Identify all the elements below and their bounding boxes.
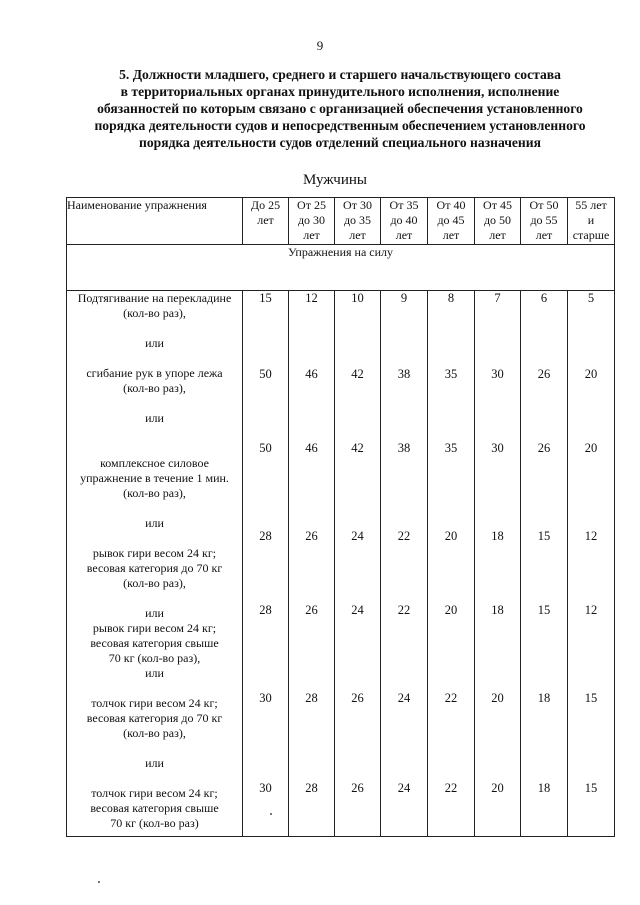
value-cell: 26 [351,691,364,705]
value-cell: 28 [259,603,272,617]
exercise-name-line [67,396,242,411]
age-header-line: лет [535,228,553,242]
value-cell: 12 [584,529,598,543]
value-cell: 26 [351,781,364,795]
age-column-values [568,291,615,837]
exercise-names-cell [67,291,243,837]
norms-table [66,197,615,837]
value-cell: 18 [491,603,504,617]
exercise-name-line: (кол-во раз), [123,576,186,590]
exercise-name-line: или [145,756,164,770]
exercise-name-line: (кол-во раз), [123,306,186,320]
value-cell: 20 [584,367,598,381]
section-title: Упражнения на силу [67,245,615,291]
age-header-line: старше [572,228,610,242]
age-header-line: До 25 [250,198,281,212]
age-header-line: до 55 [530,213,558,227]
exercise-name-line [67,426,242,441]
value-cell: 38 [397,441,411,455]
age-header-line: лет [489,228,506,242]
age-header-line: От 25 [297,198,326,212]
value-cell: 18 [537,781,551,795]
value-cell: 18 [537,691,551,705]
exercise-name-line: (кол-во раз), [123,486,186,500]
age-header-line: и [587,213,595,227]
section-heading [60,66,620,151]
value-cell: 7 [494,291,501,305]
age-header-cell [475,198,521,245]
value-cell: 15 [584,691,598,705]
age-column-values [243,291,289,837]
exercise-name-line: сгибание рук в упоре лежа [86,366,223,380]
value-cell: 9 [400,291,408,305]
value-cell: 24 [351,529,364,543]
exercise-name-line: или [145,411,164,425]
exercise-name-line: весовая категория до 70 кг [86,711,223,725]
value-cell: 28 [305,691,318,705]
value-cell: 46 [305,367,318,381]
value-cell: 15 [537,603,551,617]
value-cell: 26 [305,603,318,617]
age-header-line: лет [442,228,460,242]
exercise-name-header: Наименование упражнения [67,198,243,245]
value-cell: 42 [351,441,364,455]
age-header-line: лет [257,213,274,227]
value-cell: 8 [447,291,455,305]
age-header-line: до 35 [343,213,372,227]
exercise-name-line: упражнение в течение 1 мин. [80,471,229,485]
value-cell: 15 [259,291,272,305]
value-cell: 15 [537,529,551,543]
value-cell: 30 [491,367,504,381]
age-header-line: От 35 [389,198,419,212]
exercise-name-line: весовая категория свыше [90,636,219,650]
exercise-name-line [67,501,242,516]
value-cell: 24 [397,691,411,705]
value-cell: 22 [397,603,411,617]
age-header-line: От 50 [529,198,559,212]
age-header-cell [428,198,475,245]
age-header-cell [289,198,335,245]
age-header-line: до 50 [483,213,512,227]
value-cell: 30 [259,691,272,705]
age-column-values [381,291,428,837]
value-cell: 50 [259,367,272,381]
table-subtitle: Мужчины [303,172,367,188]
value-cell: 50 [259,441,272,455]
exercise-name-line [67,591,242,606]
exercise-name-line [67,531,242,546]
page-number: 9 [316,38,324,53]
exercise-name-line: или [145,606,164,620]
exercise-name-line: весовая категория свыше [90,801,219,815]
exercise-name-line: (кол-во раз), [123,726,186,740]
value-cell: 35 [444,367,458,381]
exercise-name-line: (кол-во раз), [123,381,186,395]
value-cell: 22 [444,781,458,795]
age-header-cell [568,198,615,245]
value-cell: 24 [351,603,364,617]
age-column-values [289,291,335,837]
scan-speck [98,881,100,883]
heading-line: 5. Должности младшего, среднего и старшего начальствующего состава [119,67,561,82]
heading-line: в территориальных органах принудительного исполнения, исполнение [120,84,560,99]
value-cell: 28 [259,529,272,543]
age-header-line: до 30 [297,213,326,227]
value-cell: 20 [491,691,504,705]
value-cell: 20 [584,441,598,455]
value-cell: 35 [444,441,458,455]
value-cell: 12 [305,291,318,305]
value-cell: 20 [444,603,458,617]
exercises-row [67,291,615,837]
age-header-line: лет [395,228,413,242]
age-header-cell [521,198,568,245]
value-cell: 38 [397,367,411,381]
age-header-line: лет [349,228,366,242]
value-cell: 24 [397,781,411,795]
value-cell: 10 [351,291,364,305]
value-cell: 30 [491,441,504,455]
exercise-name-line [67,321,242,336]
exercise-name-line [67,681,242,696]
exercise-name-line: комплексное силовое [100,456,209,470]
exercise-name-line [67,351,242,366]
value-cell: 12 [584,603,598,617]
exercise-name-line: весовая категория до 70 кг [86,561,223,575]
age-header-line: От 45 [483,198,512,212]
exercise-name-line [67,741,242,756]
heading-line: порядка деятельности судов и непосредственным обеспечением установленного [94,118,586,133]
exercise-name-line [67,441,242,456]
age-header-cell [335,198,381,245]
age-header-line: до 40 [390,213,418,227]
value-cell: 20 [491,781,504,795]
value-cell: 26 [305,529,318,543]
exercise-name-line: толчок гири весом 24 кг; [91,696,218,710]
value-cell: 5 [587,291,595,305]
exercise-name-line: Подтягивание на перекладине [77,291,232,305]
heading-line: порядка деятельности судов отделений специального назначения [139,135,541,150]
heading-line: обязанностей по которым связано с организацией обеспечения установленного [97,101,583,116]
value-cell: 6 [540,291,548,305]
exercise-name-line: рывок гири весом 24 кг; [92,546,217,560]
value-cell: 18 [491,529,504,543]
age-header-line: От 40 [436,198,466,212]
age-header-line: лет [303,228,320,242]
age-column-values [475,291,521,837]
header-row [67,198,615,245]
exercise-name-line: толчок гири весом 24 кг; [91,786,218,800]
value-cell: 22 [444,691,458,705]
age-column-values [335,291,381,837]
value-cell: 28 [305,781,318,795]
value-cell: 26 [537,367,551,381]
age-column-values [521,291,568,837]
age-header-line: 55 лет [575,198,607,212]
section-row [67,245,615,291]
exercise-name-line [67,771,242,786]
exercise-name-line: 70 кг (кол-во раз), [108,651,201,665]
exercise-name-line: или [145,516,164,530]
value-cell: 46 [305,441,318,455]
age-header-line: От 30 [343,198,372,212]
age-header-cell [243,198,289,245]
age-column-values [428,291,475,837]
exercise-name-line: или [145,666,164,680]
value-cell: 42 [351,367,364,381]
value-cell: 30 [259,781,272,795]
exercise-name-line: или [145,336,164,350]
age-header-cell [381,198,428,245]
scan-speck [270,813,272,815]
exercise-name-line: рывок гири весом 24 кг; [92,621,217,635]
value-cell: 15 [584,781,598,795]
age-header-line: до 45 [437,213,465,227]
value-cell: 26 [537,441,551,455]
value-cell: 22 [397,529,411,543]
value-cell: 20 [444,529,458,543]
exercise-name-line: 70 кг (кол-во раз) [110,816,199,830]
